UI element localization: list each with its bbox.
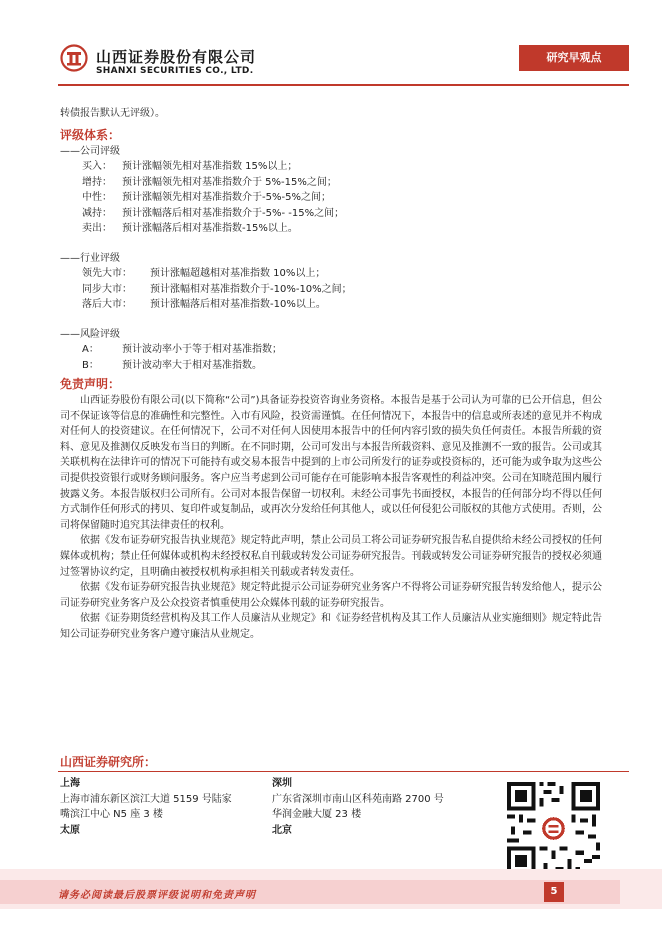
- report-type-tag: 研究早观点: [519, 45, 629, 71]
- rating-desc: 预计涨幅超越相对基准指数 10%以上；: [150, 268, 326, 279]
- page-header: [0, 0, 662, 90]
- rating-row: [60, 342, 602, 358]
- header-divider: [58, 84, 629, 86]
- rating-row: [60, 358, 602, 374]
- rating-desc: 预计涨幅落后相对基准指数-10%以上。: [150, 299, 326, 310]
- rating-label: B：: [82, 359, 99, 371]
- research-institute-title: 山西证券研究所：: [60, 755, 157, 769]
- rating-label: A：: [82, 344, 99, 355]
- rating-system-title: 评级体系：: [60, 127, 121, 142]
- institute-divider: [58, 771, 629, 772]
- company-logo-icon: [60, 44, 88, 72]
- disclaimer-paragraph: 依据《发布证券研究报告执业规范》规定特此声明，禁止公司员工将公司证券研究报告私自提供给未经公司授权的任何媒体或机构；禁止任何媒体或机构未经授权私自刊载或转发公司证券研究报告。刊载或转发公司证券研究报告的授权必须通过签署协议约定，且明确由被授权机构承担相关刊载或者转发责任。: [60, 535, 602, 578]
- office-city: 北京: [272, 824, 292, 836]
- rating-label: 卖出：: [82, 223, 112, 234]
- rating-desc: 预计涨幅领先相对基准指数介于 5%-15%之间；: [122, 176, 337, 188]
- rating-desc: 预计波动率小于等于相对基准指数；: [122, 344, 282, 355]
- risk-rating-heading: ——风险评级: [60, 328, 120, 340]
- office-shanghai: [60, 776, 270, 838]
- rating-row: [60, 159, 602, 175]
- rating-label: 增持：: [82, 176, 112, 188]
- office-shenzhen: [272, 776, 492, 838]
- page-footer: [0, 869, 662, 909]
- footer-notice: 请务必阅读最后股票评级说明和免责声明: [58, 890, 256, 901]
- rating-label: 同步大市：: [82, 283, 132, 295]
- office-city: 上海: [60, 778, 80, 789]
- main-content: [60, 100, 602, 643]
- company-name-en: SHANXI SECURITIES CO., LTD.: [96, 66, 254, 76]
- industry-rating-heading: ——行业评级: [60, 252, 120, 264]
- rating-label: 买入：: [82, 161, 112, 172]
- rating-row: [60, 175, 602, 191]
- office-address: 嘴滨江中心 N5 座 3 楼: [60, 809, 163, 820]
- rating-row: [60, 206, 602, 222]
- rating-row: [60, 190, 602, 206]
- company-name-cn: 山西证券股份有限公司: [96, 48, 257, 66]
- rating-label: 中性：: [82, 192, 112, 203]
- rating-row: [60, 282, 602, 298]
- rating-desc: 预计涨幅相对基准指数介于-10%-10%之间；: [150, 283, 352, 295]
- rating-desc: 预计波动率大于相对基准指数。: [122, 359, 262, 371]
- rating-label: 落后大市：: [82, 299, 132, 310]
- disclaimer-paragraph: 山西证券股份有限公司(以下简称“公司”)具备证券投资咨询业务资格。本报告是基于公司认为可靠的已公开信息，但公司不保证该等信息的准确性和完整性。入市有风险，投资需谨慎。在任何情况下，本报告中的信息或所表述的意见并不构成对任何人的投资建议。在任何情况下，公司不对任何人因使用本报告中的任何内容引致的损失负任何责任。本报告所载的资料、意见及推测仅反映发布当日的判断。在不同时期，公司可发出与本报告所载资料、意见及推测不一致的报告。公司或其关联机构在法律许可的情况下可能持有或交易本报告中提到的上市公司所发行的证券或投资标的，还可能为或争取为这些公司提供投资银行或财务顾问服务。客户应当考虑到公司可能存在可能影响本报告客观性的利益冲突。公司在知晓范围内履行披露义务。本报告版权归公司所有。公司对本报告保留一切权利。未经公司事先书面授权，本报告的任何部分均不得以任何方式制作任何形式的拷贝、复印件或复制品，或再次分发给任何其他人，或以任何侵犯公司版权的其他方式使用。否则，公司将保留随时追究其法律责任的权利。: [60, 395, 602, 531]
- qr-code-icon: [503, 778, 604, 879]
- intro-line: 转债报告默认无评级）。: [60, 108, 165, 119]
- office-city: 太原: [60, 824, 80, 836]
- disclaimer-paragraph: 依据《发布证券研究报告执业规范》规定特此提示公司证券研究业务客户不得将公司证券研究报告转发给他人，提示公司证券研究业务客户及公众投资者慎重使用公众媒体刊载的证券研究报告。: [60, 582, 602, 609]
- rating-row: [60, 297, 602, 313]
- office-city: 深圳: [272, 778, 292, 789]
- disclaimer-title: 免责声明：: [60, 377, 121, 391]
- rating-label: 领先大市：: [82, 268, 132, 279]
- rating-label: 减持：: [82, 207, 112, 219]
- rating-desc: 预计涨幅落后相对基准指数-15%以上。: [122, 223, 298, 234]
- rating-desc: 预计涨幅领先相对基准指数介于-5%-5%之间；: [122, 192, 331, 203]
- rating-row: [60, 221, 602, 237]
- rating-desc: 预计涨幅领先相对基准指数 15%以上；: [122, 161, 298, 172]
- disclaimer-paragraph: 依据《证券期货经营机构及其工作人员廉洁从业规定》和《证券经营机构及其工作人员廉洁从业实施细则》规定特此告知公司证券研究业务客户遵守廉洁从业规定。: [60, 613, 602, 640]
- company-rating-heading: ——公司评级: [60, 145, 120, 157]
- rating-desc: 预计涨幅落后相对基准指数介于-5%- -15%之间；: [122, 207, 345, 219]
- office-address: 广东省深圳市南山区科苑南路 2700 号: [272, 793, 444, 805]
- office-address: 华润金融大厦 23 楼: [272, 809, 362, 820]
- rating-row: [60, 266, 602, 282]
- office-address: 上海市浦东新区滨江大道 5159 号陆家: [60, 793, 232, 805]
- page-number: 5: [544, 882, 564, 902]
